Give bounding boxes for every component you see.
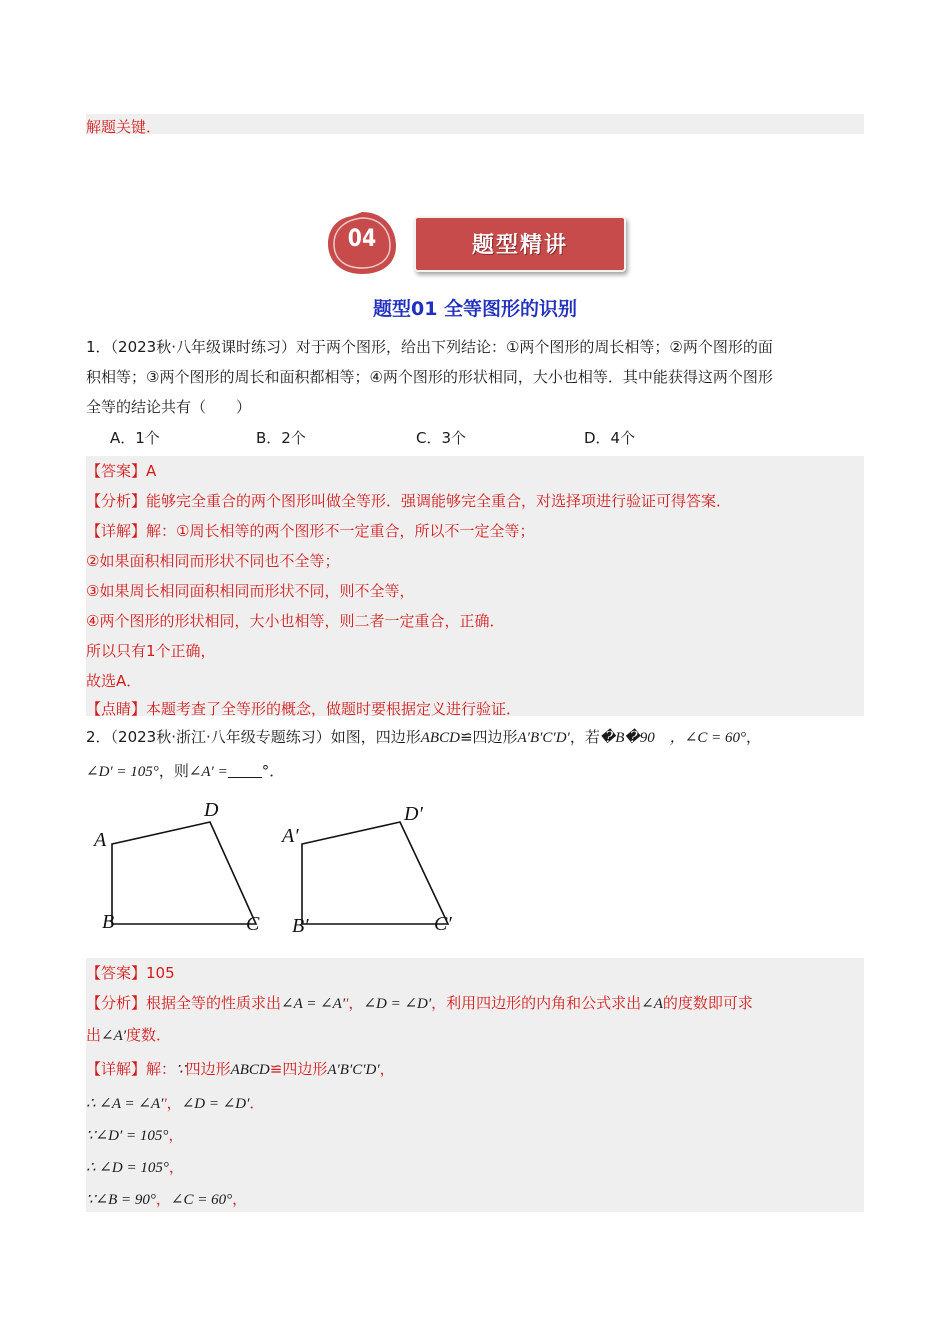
q2-d1d: ，	[379, 1060, 395, 1078]
q2-an1b: ，	[348, 994, 364, 1012]
q1-detail-line2: ②如果面积相同而形状不同也不全等；	[86, 552, 340, 570]
q2-an2-math: ∠A′	[101, 1028, 127, 1044]
q1-detail-line5: 所以只有1个正确，	[86, 642, 216, 660]
label-c: C	[246, 913, 260, 935]
q2-d1-math2: A′B′C′D′	[327, 1062, 380, 1078]
q1-analysis	[86, 486, 731, 516]
q1-solution	[86, 456, 864, 716]
q2-l1b: ≌四边形	[459, 728, 518, 746]
q1-options	[86, 423, 864, 453]
q2-d5a: ，	[155, 1190, 171, 1208]
q2-d1-math1: ABCD	[230, 1062, 270, 1078]
q2-d2a: ，	[166, 1094, 182, 1112]
q1-line2: 积相等；③两个图形的周长和面积都相等；④两个图形的形状相同，大小也相等．其中能获得这两个图形	[86, 368, 773, 386]
q2-l1c: ，若	[569, 728, 600, 746]
q2-an-math3: ∠A	[641, 996, 663, 1012]
label-d-prime: D′	[404, 803, 423, 825]
q2-an1a: 根据全等的性质求出	[146, 994, 282, 1012]
q1-answer: 【答案】A	[86, 462, 157, 480]
top-note	[86, 114, 864, 134]
q2-d5-math2: ∠C = 60°	[170, 1192, 233, 1208]
q1-option-c: C．3个	[416, 429, 467, 447]
q2-d2b: ．	[249, 1094, 265, 1112]
q1-comment	[86, 694, 521, 724]
q2-d4a: ，	[168, 1158, 184, 1176]
q2-answer: 【答案】105	[86, 964, 175, 982]
q2-analysis-line2	[86, 1020, 171, 1051]
q2-line2	[86, 756, 864, 787]
q1-detail-line3: ③如果周长相同面积相同而形状不同，则不全等，	[86, 582, 415, 600]
q1-detail-line6: 故选A．	[86, 672, 142, 690]
q2-an-math1: ∠A = ∠A′	[281, 996, 346, 1012]
q2-d3-math: ∵∠D′ = 105°	[86, 1128, 169, 1144]
q1-comment-text: 本题考查了全等形的概念，做题时要根据定义进行验证．	[146, 700, 522, 718]
banner-pill	[414, 216, 626, 272]
label-a-prime: A′	[282, 825, 299, 847]
q2-d2-math2: ∠D = ∠D′	[181, 1096, 250, 1112]
q2-math-abcd-prime: A′B′C′D′	[517, 730, 570, 746]
q2-an-math2: ∠D = ∠D′	[363, 996, 432, 1012]
q2-d5b: ，	[232, 1190, 248, 1208]
q2-math-a-prime: ∠A′ =	[188, 764, 228, 780]
q2-math-abcd: ABCD	[420, 730, 460, 746]
q1-line3: 全等的结论共有（ ）	[86, 398, 252, 416]
q2-l2a: ，则	[158, 762, 189, 780]
q2-d1a: 解：	[146, 1060, 177, 1078]
q1-detail-tag: 【详解】	[86, 522, 147, 540]
q2-an1c: ，利用四边形的内角和公式求出	[431, 994, 642, 1012]
q2-detail-line1	[86, 1054, 395, 1085]
q2-math-c: ∠C = 60°	[684, 730, 746, 746]
q1-detail-line4: ④两个图形的形状相同，大小也相等，则二者一定重合，正确．	[86, 612, 505, 630]
label-c-prime: C′	[434, 913, 452, 935]
section-banner	[326, 210, 626, 276]
q1-option-d: D．4个	[584, 429, 636, 447]
q2-math-d-prime: ∠D′ = 105°	[86, 764, 159, 780]
q2-detail-line3	[86, 1120, 183, 1151]
q2-d1-because: ∵	[176, 1062, 186, 1078]
q2-detail-line2	[86, 1088, 264, 1119]
q2-an-math1b: ′	[345, 996, 349, 1012]
q1-option-a: A．1个	[110, 429, 160, 447]
q2-d1b: 四边形	[185, 1060, 231, 1078]
q2-analysis-tag: 【分析】	[86, 994, 147, 1012]
q2-l1a: 2．（2023秋·浙江·八年级专题练习）如图，四边形	[86, 728, 421, 746]
quadrilateral-abcd-prime	[302, 822, 448, 924]
q1-comment-tag: 【点睛】	[86, 700, 147, 718]
q2-d2-math1b: ′	[163, 1096, 167, 1112]
q2-an2a: 出	[86, 1026, 102, 1044]
q1-analysis-text: 能够完全重合的两个图形叫做全等形．强调能够完全重合，对选择项进行验证可得答案．	[146, 492, 732, 510]
label-a: A	[94, 829, 107, 851]
q2-detail-line4	[86, 1152, 184, 1183]
label-d: D	[204, 799, 219, 821]
q2-an1d: 的度数即可求	[662, 994, 753, 1012]
q1-option-b: B．2个	[256, 429, 306, 447]
q2-d2-math1: ∴ ∠A = ∠A′	[86, 1096, 164, 1112]
q2-answer-blank[interactable]	[228, 761, 262, 778]
q2-detail-tag: 【详解】	[86, 1060, 147, 1078]
q1-detail-line1	[86, 516, 534, 546]
q2-analysis-line1	[86, 988, 753, 1019]
q2-d3a: ，	[168, 1126, 184, 1144]
label-b: B	[102, 911, 115, 933]
q2-d5-math1: ∵∠B = 90°	[86, 1192, 156, 1208]
q2-d1c: ≌四边形	[269, 1060, 328, 1078]
q2-an2b: 度数．	[126, 1026, 172, 1044]
q2-math-b: �B�90 ，	[599, 730, 685, 746]
q2-line1	[86, 722, 864, 753]
q2-l1e: ，	[745, 728, 761, 746]
section-title: 题型01 全等图形的识别	[372, 298, 578, 320]
q2-figure	[86, 796, 476, 946]
q1-analysis-tag: 【分析】	[86, 492, 147, 510]
quadrilateral-abcd	[112, 822, 256, 924]
q2-d4-math: ∴ ∠D = 105°	[86, 1160, 169, 1176]
banner-label: 题型精讲	[471, 233, 568, 258]
q2-l2b: °．	[261, 762, 285, 780]
q1-detail-text: 解：①周长相等的两个图形不一定重合，所以不一定全等；	[146, 522, 535, 540]
label-b-prime: B′	[292, 915, 309, 937]
top-note-text: 解题关键．	[86, 118, 162, 136]
q1-line1: 1．（2023秋·八年级课时练习）对于两个图形，给出下列结论：①两个图形的周长相等；②两个图形的面	[86, 338, 773, 356]
banner-number: 04	[347, 224, 377, 252]
q2-detail-line5	[86, 1184, 247, 1215]
q2-solution	[86, 958, 864, 1212]
